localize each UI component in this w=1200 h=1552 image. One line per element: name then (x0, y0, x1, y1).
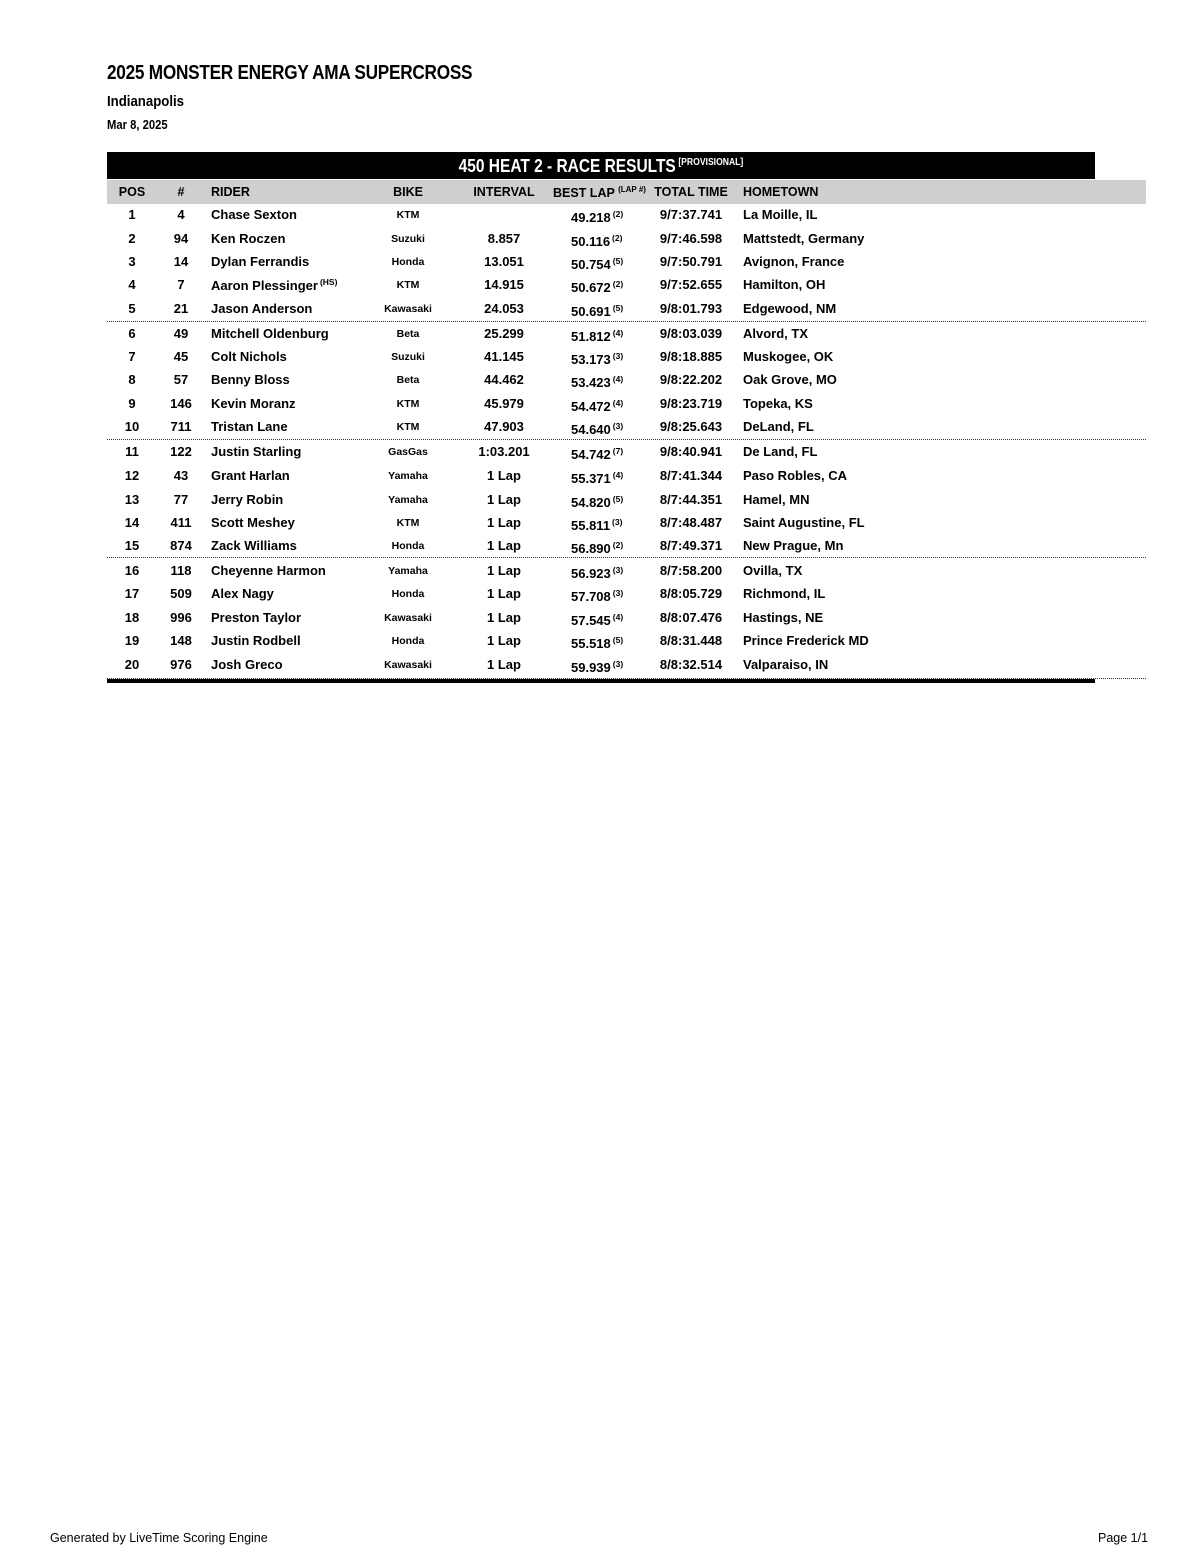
group-separator (107, 557, 1146, 558)
rider-name: Alex Nagy (211, 586, 274, 601)
rider-number-cell: 4 (177, 207, 185, 222)
total-time-cell: 9/7:52.655 (659, 277, 723, 292)
rider-name: Grant Harlan (211, 468, 290, 483)
bike-cell: Yamaha (388, 565, 428, 577)
interval-cell: 41.145 (484, 349, 524, 364)
bike-cell: Honda (391, 256, 425, 268)
rider-name-cell (211, 207, 297, 222)
bike-cell: Suzuki (391, 233, 425, 245)
bike-cell: Yamaha (388, 494, 428, 506)
rider-name: Chase Sexton (211, 207, 297, 222)
total-time-cell: 8/7:49.371 (659, 538, 723, 553)
col-hometown-header: HOMETOWN (743, 185, 819, 199)
best-lap-value: 57.708 (571, 589, 611, 604)
bike-cell: Kawasaki (384, 659, 432, 671)
best-lap-number: (4) (612, 470, 624, 480)
bike-cell: Beta (396, 374, 420, 386)
best-lap-value: 50.754 (571, 257, 611, 272)
hometown-cell: Muskogee, OK (743, 349, 834, 364)
rider-name-cell (211, 301, 312, 316)
position-cell: 13 (124, 492, 140, 507)
best-lap-number: (3) (612, 565, 624, 575)
best-lap-number: (3) (612, 659, 624, 669)
rider-number-cell: 77 (173, 492, 189, 507)
best-lap-cell (571, 351, 623, 367)
best-lap-label: BEST LAP (553, 186, 615, 200)
rider-number-cell: 21 (173, 301, 189, 316)
total-time-cell: 8/8:32.514 (659, 657, 723, 672)
rider-number-cell: 94 (173, 231, 189, 246)
best-lap-number: (2) (612, 540, 624, 550)
rider-name-cell (211, 396, 296, 411)
interval-cell: 1 Lap (487, 633, 521, 648)
interval-cell: 1:03.201 (478, 444, 530, 459)
lap-number-note: (LAP #) (618, 185, 646, 194)
rider-name: Josh Greco (211, 657, 283, 672)
best-lap-number: (2) (612, 209, 624, 219)
best-lap-value: 55.811 (571, 518, 611, 533)
document-title: 2025 MONSTER ENERGY AMA SUPERCROSS (107, 62, 473, 84)
result-row (107, 465, 1146, 488)
position-cell: 8 (128, 372, 136, 387)
banner-title: 450 HEAT 2 - RACE RESULTS (458, 156, 676, 176)
total-time-cell: 8/7:48.487 (659, 515, 723, 530)
best-lap-cell (571, 565, 623, 581)
result-row (107, 298, 1146, 321)
best-lap-value: 54.820 (571, 495, 611, 510)
col-rider-header: RIDER (211, 185, 250, 199)
col-pos-header: POS (118, 185, 146, 199)
interval-cell: 1 Lap (487, 610, 521, 625)
result-row (107, 583, 1146, 606)
interval-cell: 44.462 (484, 372, 524, 387)
best-lap-value: 50.116 (571, 234, 611, 249)
result-row (107, 654, 1146, 677)
rider-name: Scott Meshey (211, 515, 295, 530)
result-row (107, 416, 1146, 439)
bike-cell: Beta (396, 328, 420, 340)
rider-name-cell (211, 610, 301, 625)
bike-cell: Kawasaki (384, 303, 432, 315)
best-lap-value: 53.423 (571, 375, 611, 390)
position-cell: 12 (124, 468, 140, 483)
position-cell: 16 (124, 563, 140, 578)
best-lap-value: 55.371 (571, 471, 611, 486)
provisional-tag: [PROVISIONAL] (678, 157, 744, 168)
result-row (107, 274, 1146, 297)
position-cell: 10 (124, 419, 140, 434)
interval-cell: 1 Lap (487, 492, 521, 507)
rider-name: Dylan Ferrandis (211, 254, 310, 269)
column-header-row (107, 180, 1146, 204)
result-row (107, 607, 1146, 630)
total-time-cell: 8/7:41.344 (659, 468, 723, 483)
result-row (107, 228, 1146, 251)
result-row (107, 441, 1146, 464)
rider-name-cell (211, 419, 288, 434)
result-row (107, 535, 1146, 558)
rider-name-cell (211, 515, 295, 530)
best-lap-cell (571, 398, 623, 414)
page-number: Page 1/1 (1098, 1531, 1149, 1545)
rider-number-cell: 7 (177, 277, 185, 292)
rider-name-cell (211, 231, 285, 246)
best-lap-cell (571, 233, 622, 249)
hometown-cell: Richmond, IL (743, 586, 826, 601)
interval-cell: 1 Lap (487, 468, 521, 483)
bike-cell: GasGas (388, 446, 428, 458)
hometown-cell: Topeka, KS (743, 396, 813, 411)
best-lap-number: (4) (612, 612, 624, 622)
bike-cell: KTM (396, 279, 420, 291)
hometown-cell: Ovilla, TX (743, 563, 803, 578)
hometown-cell: Avignon, France (743, 254, 845, 269)
rider-name: Colt Nichols (211, 349, 287, 364)
rider-number-cell: 122 (170, 444, 192, 459)
best-lap-cell (571, 612, 623, 628)
best-lap-cell (571, 279, 623, 295)
interval-cell: 45.979 (484, 396, 524, 411)
best-lap-number: (2) (612, 279, 624, 289)
best-lap-number: (2) (612, 233, 623, 243)
total-time-cell: 9/8:18.885 (659, 349, 723, 364)
position-cell: 20 (124, 657, 140, 672)
rider-number-cell: 711 (170, 419, 192, 434)
rider-number-cell: 118 (170, 563, 192, 578)
rider-name-cell (211, 277, 337, 293)
result-row (107, 251, 1146, 274)
rider-name: Preston Taylor (211, 610, 302, 625)
best-lap-cell (571, 659, 623, 675)
rider-name: Mitchell Oldenburg (211, 326, 329, 341)
rider-number-cell: 14 (173, 254, 189, 269)
best-lap-value: 54.472 (571, 399, 611, 414)
best-lap-cell (571, 256, 623, 272)
best-lap-value: 53.173 (571, 352, 611, 367)
hometown-cell: Hamilton, OH (743, 277, 826, 292)
hometown-cell: New Prague, Mn (743, 538, 844, 553)
bike-cell: Honda (391, 588, 425, 600)
position-cell: 1 (128, 207, 136, 222)
best-lap-value: 50.691 (571, 304, 611, 319)
bike-cell: KTM (396, 209, 420, 221)
group-separator (107, 321, 1146, 322)
best-lap-number: (5) (612, 303, 624, 313)
best-lap-value: 50.672 (571, 280, 611, 295)
total-time-cell: 8/8:31.448 (659, 633, 723, 648)
best-lap-value: 59.939 (571, 660, 611, 675)
position-cell: 3 (128, 254, 136, 269)
rider-name: Jason Anderson (211, 301, 313, 316)
rider-name-cell (211, 538, 297, 553)
best-lap-cell (571, 446, 623, 462)
best-lap-cell (571, 470, 623, 486)
rider-name-cell (211, 492, 283, 507)
best-lap-value: 55.518 (571, 636, 611, 651)
position-cell: 4 (128, 277, 136, 292)
hometown-cell: Edgewood, NM (743, 301, 837, 316)
total-time-cell: 9/7:37.741 (659, 207, 723, 222)
rider-number-cell: 509 (170, 586, 192, 601)
total-time-cell: 9/7:50.791 (659, 254, 723, 269)
position-cell: 15 (124, 538, 140, 553)
total-time-cell: 9/8:40.941 (659, 444, 723, 459)
best-lap-number: (4) (612, 398, 624, 408)
best-lap-number: (5) (612, 635, 624, 645)
best-lap-value: 56.923 (571, 566, 611, 581)
best-lap-number: (3) (612, 421, 624, 431)
interval-cell: 1 Lap (487, 538, 521, 553)
best-lap-number: (3) (612, 588, 624, 598)
rider-name-cell (211, 633, 301, 648)
rider-name-cell (211, 444, 301, 459)
position-cell: 2 (128, 231, 136, 246)
rider-tag: (HS) (319, 277, 338, 287)
best-lap-cell (571, 494, 623, 510)
best-lap-number: (3) (612, 351, 624, 361)
result-row (107, 204, 1146, 227)
rider-name: Ken Roczen (211, 231, 286, 246)
best-lap-value: 51.812 (571, 329, 611, 344)
rider-name-cell (211, 563, 326, 578)
rider-name-cell (211, 372, 290, 387)
rider-number-cell: 57 (173, 372, 189, 387)
rider-number-cell: 49 (173, 326, 189, 341)
rider-name: Zack Williams (211, 538, 297, 553)
col-number-header: # (177, 185, 185, 199)
hometown-cell: Paso Robles, CA (743, 468, 848, 483)
result-row (107, 393, 1146, 416)
position-cell: 9 (128, 396, 136, 411)
col-bike-header: BIKE (393, 185, 423, 199)
results-banner (107, 152, 1095, 179)
col-interval-header: INTERVAL (473, 185, 535, 199)
best-lap-cell (571, 328, 623, 344)
table-bottom-rule (107, 679, 1095, 683)
interval-cell: 1 Lap (487, 515, 521, 530)
interval-cell: 1 Lap (487, 657, 521, 672)
best-lap-value: 54.640 (571, 422, 611, 437)
bike-cell: KTM (396, 517, 420, 529)
result-row (107, 630, 1146, 653)
best-lap-cell (571, 588, 623, 604)
result-row (107, 512, 1146, 535)
interval-cell: 8.857 (487, 231, 521, 246)
hometown-cell: DeLand, FL (743, 419, 814, 434)
total-time-cell: 8/8:05.729 (659, 586, 723, 601)
best-lap-cell (571, 374, 623, 390)
rider-name: Aaron Plessinger (211, 278, 318, 293)
position-cell: 18 (124, 610, 140, 625)
rider-name: Justin Starling (211, 444, 302, 459)
rider-name: Jerry Robin (211, 492, 284, 507)
banner-heading (176, 156, 1026, 177)
position-cell: 6 (128, 326, 136, 341)
position-cell: 11 (125, 444, 139, 459)
total-time-cell: 9/8:22.202 (659, 372, 723, 387)
interval-cell: 25.299 (484, 326, 524, 341)
total-time-cell: 9/8:03.039 (659, 326, 723, 341)
total-time-cell: 9/8:23.719 (659, 396, 723, 411)
best-lap-cell (571, 540, 623, 556)
position-cell: 19 (124, 633, 140, 648)
best-lap-number: (3) (612, 517, 623, 527)
hometown-cell: Oak Grove, MO (743, 372, 837, 387)
position-cell: 14 (124, 515, 140, 530)
position-cell: 17 (124, 586, 140, 601)
interval-cell: 13.051 (484, 254, 524, 269)
total-time-cell: 8/8:07.476 (659, 610, 723, 625)
rider-number-cell: 45 (173, 349, 189, 364)
generator-credit: Generated by LiveTime Scoring Engine (50, 1531, 268, 1545)
result-row (107, 369, 1146, 392)
result-row (107, 346, 1146, 369)
result-row (107, 560, 1146, 583)
rider-name: Justin Rodbell (211, 633, 301, 648)
hometown-cell: Valparaiso, IN (743, 657, 829, 672)
bike-cell: Honda (391, 540, 425, 552)
hometown-cell: Saint Augustine, FL (743, 515, 865, 530)
rider-name-cell (211, 326, 329, 341)
best-lap-number: (7) (612, 446, 624, 456)
venue-name: Indianapolis (107, 93, 185, 110)
best-lap-number: (4) (612, 328, 624, 338)
best-lap-number: (4) (612, 374, 624, 384)
position-cell: 5 (128, 301, 136, 316)
rider-number-cell: 146 (170, 396, 192, 411)
hometown-cell: Hastings, NE (743, 610, 824, 625)
best-lap-value: 56.890 (571, 541, 611, 556)
rider-number-cell: 411 (170, 515, 192, 530)
interval-cell: 14.915 (484, 277, 524, 292)
best-lap-cell (571, 421, 623, 437)
bike-cell: KTM (396, 398, 420, 410)
interval-cell: 47.903 (484, 419, 524, 434)
event-date: Mar 8, 2025 (107, 118, 168, 132)
rider-number-cell: 148 (170, 633, 192, 648)
hometown-cell: Alvord, TX (743, 326, 809, 341)
best-lap-cell (571, 303, 623, 319)
rider-name: Benny Bloss (211, 372, 290, 387)
interval-cell: 1 Lap (487, 586, 521, 601)
bike-cell: Suzuki (391, 351, 425, 363)
position-cell: 7 (128, 349, 136, 364)
total-time-cell: 9/8:25.643 (659, 419, 723, 434)
hometown-cell: Hamel, MN (743, 492, 810, 507)
bike-cell: Yamaha (388, 470, 428, 482)
best-lap-value: 49.218 (571, 210, 611, 225)
bike-cell: Honda (391, 635, 425, 647)
col-best-lap-header (553, 185, 646, 200)
interval-cell: 24.053 (484, 301, 524, 316)
best-lap-value: 57.545 (571, 613, 611, 628)
total-time-cell: 8/7:44.351 (659, 492, 723, 507)
best-lap-cell (571, 635, 623, 651)
total-time-cell: 9/8:01.793 (659, 301, 723, 316)
rider-number-cell: 976 (170, 657, 192, 672)
best-lap-cell (571, 517, 622, 533)
best-lap-cell (571, 209, 623, 225)
best-lap-number: (5) (612, 494, 624, 504)
result-row (107, 489, 1146, 512)
hometown-cell: Mattstedt, Germany (743, 231, 865, 246)
best-lap-number: (5) (612, 256, 624, 266)
hometown-cell: Prince Frederick MD (743, 633, 869, 648)
rider-number-cell: 43 (173, 468, 189, 483)
rider-name: Cheyenne Harmon (211, 563, 326, 578)
rider-name: Kevin Moranz (211, 396, 296, 411)
col-total-time-header: TOTAL TIME (654, 185, 728, 199)
bike-cell: KTM (396, 421, 420, 433)
rider-name-cell (211, 349, 287, 364)
hometown-cell: La Moille, IL (743, 207, 818, 222)
rider-name-cell (211, 586, 274, 601)
rider-number-cell: 874 (170, 538, 192, 553)
hometown-cell: De Land, FL (743, 444, 818, 459)
group-separator (107, 439, 1146, 440)
best-lap-value: 54.742 (571, 447, 611, 462)
rider-name-cell (211, 657, 283, 672)
result-row (107, 323, 1146, 346)
interval-cell: 1 Lap (487, 563, 521, 578)
rider-name-cell (211, 254, 309, 269)
rider-name: Tristan Lane (211, 419, 288, 434)
total-time-cell: 8/7:58.200 (659, 563, 723, 578)
bike-cell: Kawasaki (384, 612, 432, 624)
total-time-cell: 9/7:46.598 (659, 231, 723, 246)
rider-number-cell: 996 (170, 610, 192, 625)
rider-name-cell (211, 468, 290, 483)
